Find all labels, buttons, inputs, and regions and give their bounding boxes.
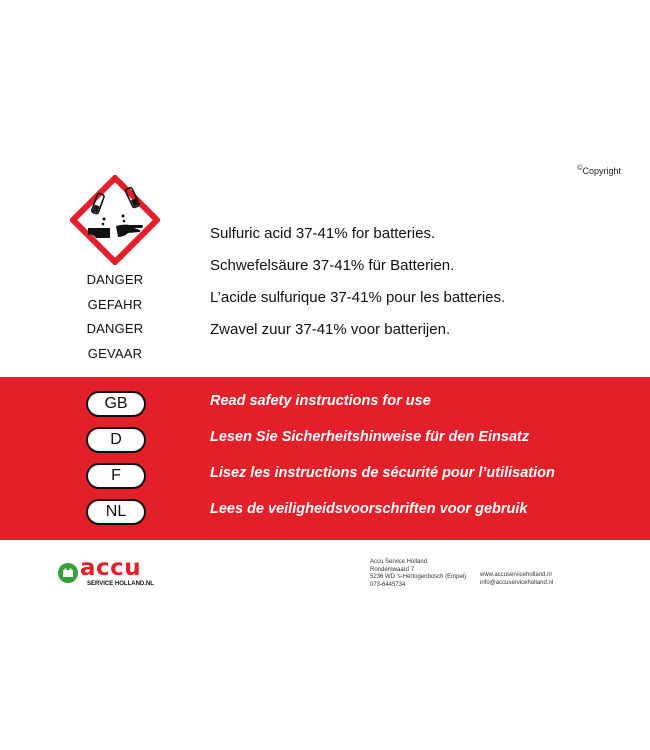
logo-tagline: SERVICE HOLLAND.NL [87, 581, 154, 587]
instruction-text-d: Lesen Sie Sicherheitshinweise für den Einsatz [210, 429, 530, 445]
corrosive-pictogram-icon [70, 175, 160, 265]
signal-word-de: GEFAHR [87, 296, 143, 312]
signal-words [75, 268, 155, 366]
website-link[interactable]: www.accuserviceholland.nl [480, 572, 552, 578]
instruction-text-nl: Lees de veiligheidsvoorschriften voor gebruik [210, 501, 528, 517]
language-badge-gb: GB [86, 391, 146, 417]
copyright-notice [577, 165, 621, 176]
product-statements [210, 218, 505, 346]
language-badge-f: F [86, 463, 146, 489]
instructions-band [0, 377, 650, 540]
instruction-text-gb: Read safety instructions for use [210, 393, 431, 409]
statement-fr: L’acide sulfurique 37-41% pour les batteries. [210, 289, 506, 306]
signal-word-en: DANGER [86, 272, 144, 287]
company-address [370, 559, 466, 589]
language-badge-d: D [86, 427, 146, 453]
address-line: 5236 WD 's-Hertogenbosch (Empel) [370, 574, 467, 580]
instruction-row-f [0, 457, 650, 493]
instruction-row-gb [0, 385, 650, 421]
safety-label [0, 145, 650, 605]
signal-word-nl: GEVAAR [87, 345, 143, 361]
logo-wordmark: accu [80, 555, 142, 581]
instruction-row-d [0, 421, 650, 457]
battery-icon [58, 563, 78, 583]
language-badge-nl: NL [86, 499, 146, 525]
copyright-symbol: © [577, 165, 583, 172]
instruction-text-f: Lisez les instructions de sécurité pour l’utilisation [210, 465, 555, 481]
statement-en: Sulfuric acid 37-41% for batteries. [210, 225, 436, 242]
address-line: Rondemwaard 7 [370, 566, 415, 573]
email-link[interactable]: info@accuserviceholland.nl [480, 579, 554, 586]
address-phone: 073-6445734 [370, 581, 406, 588]
copyright-text: Copyright [582, 166, 621, 176]
signal-word-fr: DANGER [86, 321, 144, 336]
company-contact [480, 572, 553, 587]
statement-de: Schwefelsäure 37-41% für Batterien. [210, 257, 455, 274]
statement-nl: Zwavel zuur 37-41% voor batterijen. [210, 321, 451, 338]
address-line: Accu Service Holland [370, 559, 428, 565]
instruction-row-nl [0, 493, 650, 529]
